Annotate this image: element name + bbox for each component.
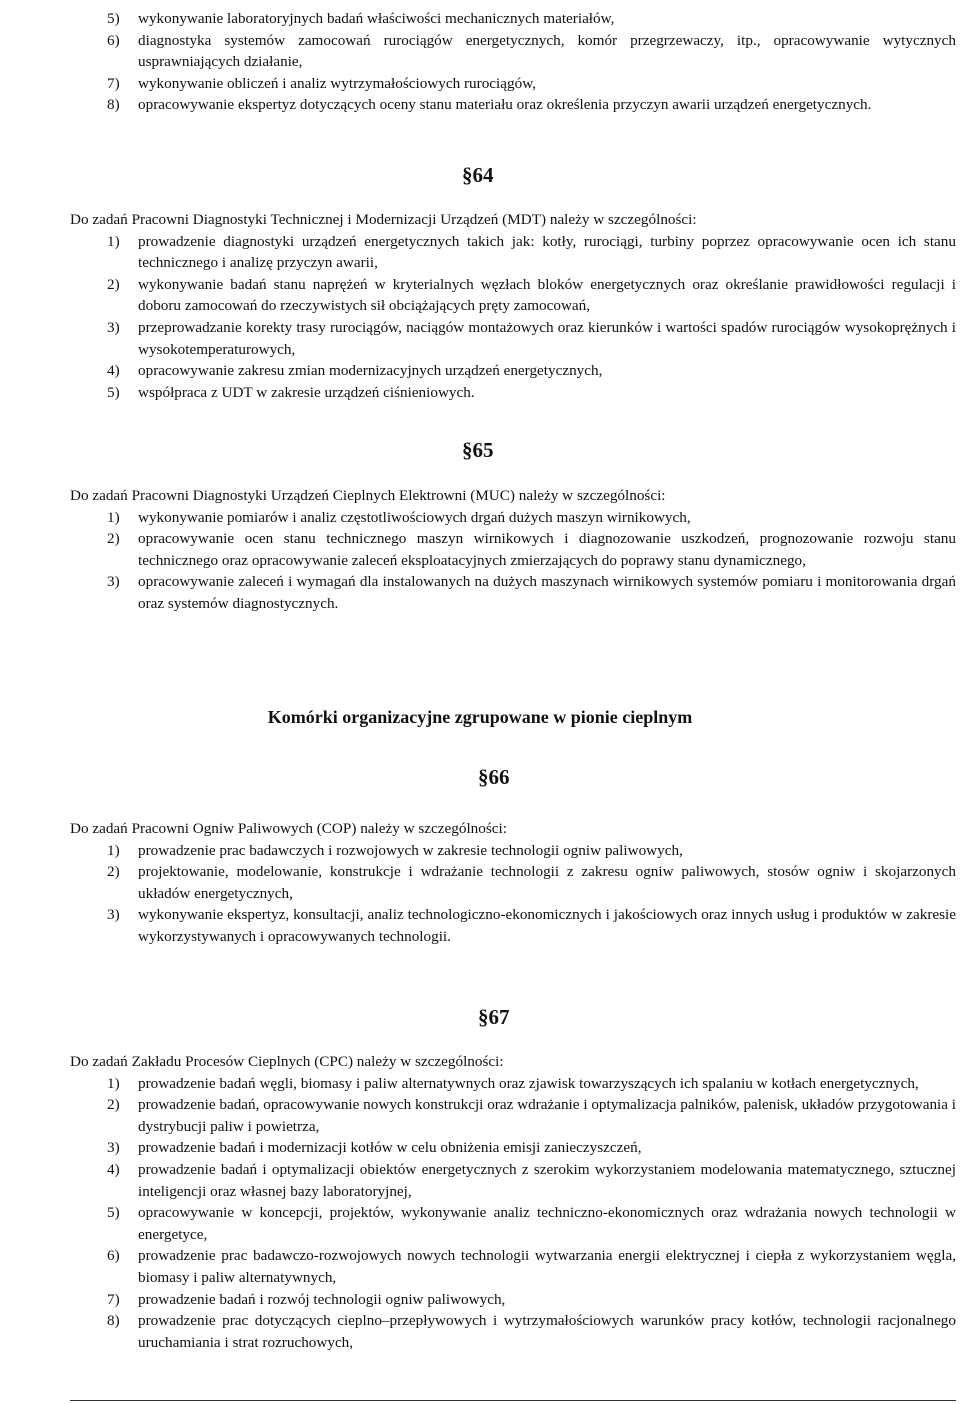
item-text: wykonywanie ekspertyz, konsultacji, analiz technologiczno-ekonomicznych i jakościowych oraz innych usług i produktów w zakresie wykorzystywanych i opracowywanych technologii.: [138, 906, 956, 945]
item-number: 3): [107, 318, 120, 336]
section-64-mark: §64: [462, 163, 494, 187]
item-text: opracowywanie zaleceń i wymagań dla instalowanych na dużych maszynach wirnikowych systemów pomiaru i monitorowania drgań oraz systemów diagnostycznych.: [138, 573, 956, 612]
list-item: [70, 73, 956, 95]
list-item: [70, 317, 956, 360]
item-text: prowadzenie badań i rozwój technologii ogniw paliwowych,: [138, 1290, 506, 1308]
list-item: [70, 1245, 956, 1288]
item-number: 6): [107, 1247, 120, 1265]
section-intro: Do zadań Pracowni Diagnostyki Technicznej i Modernizacji Urządzeń (MDT) należy w szczególności:: [70, 211, 697, 228]
item-number: 4): [107, 1160, 120, 1178]
list-item: [70, 1202, 956, 1245]
list-item: [70, 360, 956, 382]
section-65-mark: §65: [462, 438, 494, 462]
item-number: 3): [107, 1139, 120, 1157]
list-item: [70, 861, 956, 904]
list-item: [70, 1159, 956, 1202]
top-list: [70, 8, 956, 116]
item-text: prowadzenie badań węgli, biomasy i paliw alternatywnych oraz zjawisk towarzyszących ich spalaniu w kotłach energetycznych,: [138, 1074, 919, 1092]
section-64-body: [70, 209, 956, 403]
section-66-mark: §66: [478, 765, 510, 789]
item-text: wykonywanie pomiarów i analiz częstotliwościowych drgań dużych maszyn wirnikowych,: [138, 508, 691, 526]
item-text: prowadzenie prac badawczych i rozwojowych w zakresie technologii ogniw paliwowych,: [138, 841, 683, 859]
item-text: wykonywanie laboratoryjnych badań właściwości mechanicznych materiałów,: [138, 10, 615, 27]
item-number: 1): [107, 508, 120, 526]
item-number: 1): [107, 1074, 120, 1092]
item-number: 5): [107, 1204, 120, 1222]
list-item: [70, 231, 956, 274]
section-67-mark: §67: [478, 1005, 510, 1029]
item-text: prowadzenie badań i optymalizacji obiektów energetycznych z szerokim wykorzystaniem modelowania matematycznego, sztucznej inteligencji oraz własnej bazy laboratoryjnej,: [138, 1160, 956, 1200]
section-66-body: [70, 818, 956, 948]
item-text: opracowywanie zakresu zmian modernizacyjnych urządzeń energetycznych,: [138, 362, 603, 380]
item-text: prowadzenie prac dotyczących cieplno–przepływowych i wytrzymałościowych warunków pracy kotłów, technologii racjonalnego uruchamiania i strat rozruchowych,: [138, 1312, 956, 1351]
item-text: współpraca z UDT w zakresie urządzeń ciśnieniowych.: [138, 383, 475, 401]
section-intro: Do zadań Pracowni Ogniw Paliwowych (COP) należy w szczególności:: [70, 820, 507, 837]
item-text: opracowywanie ocen stanu technicznego maszyn wirnikowych i diagnozowanie uszkodzeń, prognozowanie rozwoju stanu technicznego oraz opracowywanie zaleceń eksploatacyjnych zmierzających do poprawy stanu dynamicznego,: [138, 530, 956, 569]
list-item: [70, 1137, 956, 1159]
list-item: [70, 94, 956, 116]
item-text: opracowywanie w koncepcji, projektów, wykonywanie analiz techniczno-ekonomicznych oraz wdrażania nowych technologii w energetyce,: [138, 1204, 956, 1243]
item-text: diagnostyka systemów zamocowań rurociągów energetycznych, komór przegrzewaczy, itp., opracowywanie wytycznych usprawniających działanie,: [138, 31, 956, 71]
item-number: 2): [107, 275, 120, 293]
item-number: 1): [107, 841, 120, 859]
list-item: [70, 571, 956, 614]
item-number: 7): [107, 74, 120, 92]
list-item: [70, 507, 956, 529]
list-item: [70, 274, 956, 317]
section-67-body: [70, 1051, 956, 1353]
item-text: przeprowadzanie korekty trasy rurociągów, naciągów montażowych oraz kierunków i wartości spadów rurociągów wysokoprężnych i wysokotemperaturowych,: [138, 318, 956, 358]
item-number: 5): [107, 10, 120, 27]
item-number: 2): [107, 863, 120, 881]
item-number: 8): [107, 96, 120, 114]
item-number: 8): [107, 1312, 120, 1330]
item-text: prowadzenie diagnostyki urządzeń energetycznych takich jak: kotły, rurociągi, turbiny poprzez opracowywanie ocen ich stanu technicznego i analizę przyczyn awarii,: [138, 232, 956, 272]
item-text: prowadzenie prac badawczo-rozwojowych nowych technologii wytwarzania energii elektrycznej i ciepła z wykorzystaniem węgla, biomasy i paliw alternatywnych,: [138, 1247, 956, 1286]
section-65-body: [70, 485, 956, 615]
list-item: [70, 1094, 956, 1137]
section-heading: Komórki organizacyjne zgrupowane w pionie cieplnym: [267, 707, 693, 727]
item-text: prowadzenie badań i modernizacji kotłów w celu obniżenia emisji zanieczyszczeń,: [138, 1139, 642, 1157]
item-text: wykonywanie obliczeń i analiz wytrzymałościowych rurociągów,: [138, 74, 536, 92]
list-item: [70, 1310, 956, 1353]
list-item: [70, 840, 956, 862]
list-item: [70, 528, 956, 571]
list-item: [70, 8, 956, 30]
item-number: 5): [107, 383, 120, 401]
section-intro: Do zadań Zakładu Procesów Cieplnych (CPC) należy w szczególności:: [70, 1053, 504, 1070]
page-bottom-rule: [70, 1400, 956, 1401]
item-number: 3): [107, 906, 120, 924]
item-number: 4): [107, 362, 120, 380]
item-number: 2): [107, 1096, 120, 1114]
list-item: [70, 382, 956, 404]
list-item: [70, 1073, 956, 1095]
item-text: opracowywanie ekspertyz dotyczących oceny stanu materiału oraz określenia przyczyn awarii urządzeń energetycznych.: [138, 96, 872, 114]
item-text: wykonywanie badań stanu naprężeń w kryterialnych węzłach bloków energetycznych oraz określanie prawidłowości regulacji i doboru zamocowań do rzeczywistych sił obciążających pręty zamocowań,: [138, 275, 956, 315]
item-number: 3): [107, 573, 120, 591]
item-text: projektowanie, modelowanie, konstrukcje i wdrażanie technologii z zakresu ogniw paliwowych, stosów ogniw i skojarzonych układów energetycznych,: [138, 863, 956, 902]
item-number: 7): [107, 1290, 120, 1308]
item-number: 1): [107, 232, 120, 250]
section-intro: Do zadań Pracowni Diagnostyki Urządzeń Cieplnych Elektrowni (MUC) należy w szczególności:: [70, 487, 666, 504]
item-text: prowadzenie badań, opracowywanie nowych konstrukcji oraz wdrażanie i optymalizacja palników, palenisk, układów przygotowania i dystrybucji paliw i powietrza,: [138, 1096, 957, 1135]
list-item: [70, 30, 956, 73]
list-item: [70, 1289, 956, 1311]
list-item: [70, 904, 956, 947]
item-number: 2): [107, 530, 120, 548]
item-number: 6): [107, 31, 120, 49]
